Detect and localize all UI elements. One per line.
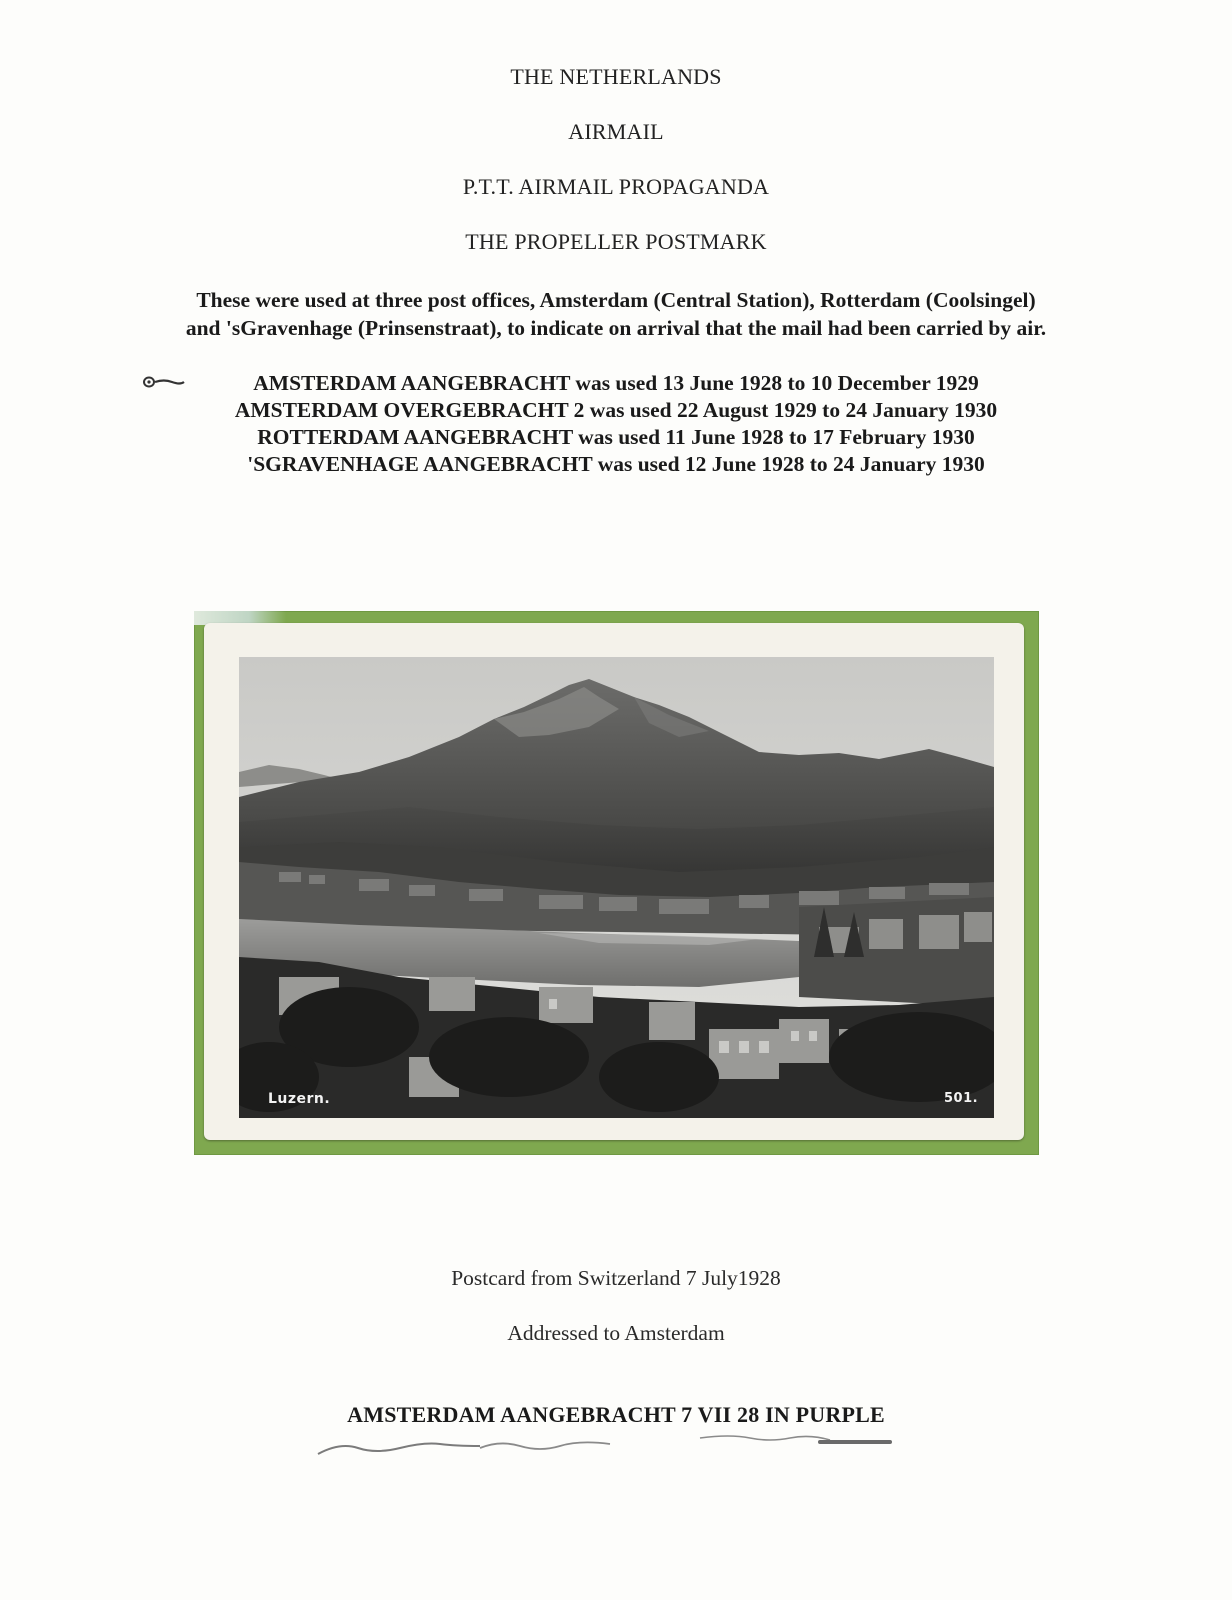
postcard-number-label: 501.: [944, 1091, 979, 1106]
usage-line: 'SGRAVENHAGE AANGEBRACHT was used 12 June 1928 to 24 January 1930: [247, 452, 985, 476]
lucerne-view-image: [239, 657, 994, 1118]
postmark-caption: AMSTERDAM AANGEBRACHT 7 VII 28 IN PURPLE: [347, 1402, 885, 1427]
country-heading: THE NETHERLANDS: [510, 64, 722, 89]
origin-caption: Postcard from Switzerland 7 July1928: [451, 1266, 781, 1290]
intro-line: These were used at three post offices, Amsterdam (Central Station), Rotterdam (Coolsingel): [196, 288, 1036, 312]
topic-heading: AIRMAIL: [568, 119, 664, 144]
postmark-usage-list: [0, 370, 1232, 478]
address-caption: Addressed to Amsterdam: [507, 1321, 725, 1345]
usage-line: AMSTERDAM AANGEBRACHT was used 13 June 1928 to 10 December 1929: [253, 371, 979, 395]
postcard-place-label: Luzern.: [268, 1091, 331, 1107]
intro-line: and 'sGravenhage (Prinsenstraat), to indicate on arrival that the mail had been carried by air.: [185, 316, 1047, 340]
postcard-photo: [239, 657, 994, 1118]
pencil-underline-marks: [310, 1428, 910, 1462]
usage-line: AMSTERDAM OVERGEBRACHT 2 was used 22 August 1929 to 24 January 1930: [234, 398, 998, 422]
subtopic-heading: P.T.T. AIRMAIL PROPAGANDA: [462, 174, 770, 199]
page-title: THE PROPELLER POSTMARK: [465, 229, 767, 254]
intro-paragraph: [100, 286, 1132, 342]
usage-line: ROTTERDAM AANGEBRACHT was used 11 June 1928 to 17 February 1930: [257, 425, 975, 449]
